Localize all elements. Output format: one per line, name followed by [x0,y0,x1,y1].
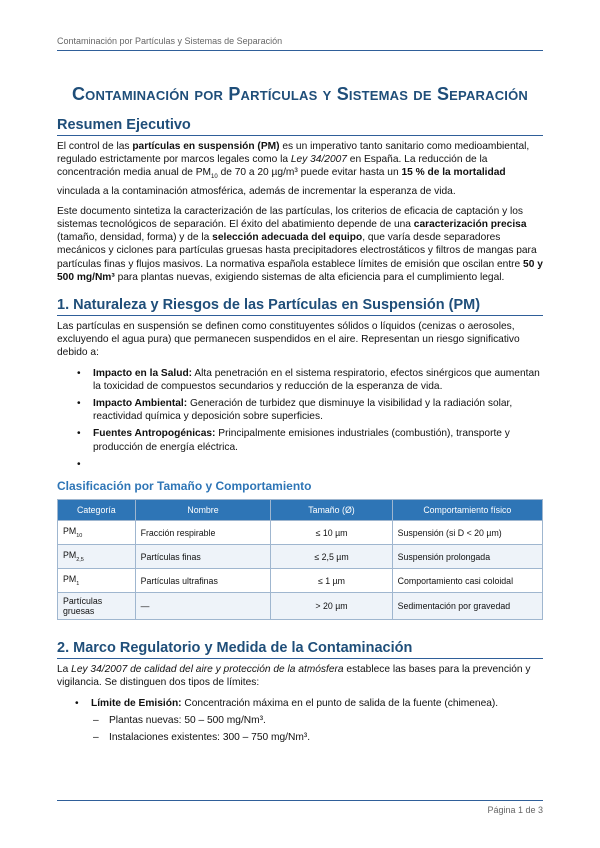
section-2-intro: La Ley 34/2007 de calidad del aire y protección de la atmósfera establece las bases para la prevención y vigilancia. Se distinguen dos tipos de límites: [57,664,531,689]
bullet-icon: • [75,697,79,709]
list-item: • Impacto Ambiental: Generación de turbidez que disminuye la visibilidad y la radiación solar, reactividad química y deposición sobre superficies. [77,398,513,423]
list-item-empty [57,458,543,471]
dash-icon: – [93,731,99,743]
resumen-paragraph-2: Este documento sintetiza la caracterización de las partículas, los criterios de eficacia de captación y los sistemas tecnológicos de separación. El éxito del abatimiento depende de una caracterización precisa (tamaño, densidad, forma) y de la selección adecuada del equipo, que varía desde separadores mecánicos y ciclones para partículas gruesas hasta precipitadores electrostáticos y filtros de mangas para partículas finas y flujos masivos. La normativa española establece límites de emisión que oscilan entre 50 y 500 mg/Nm³ para plantas nuevas, exigiendo sistemas de alta eficiencia para el cumplimiento legal. [57,205,543,283]
table-cell: $PM_1$ [58,569,136,593]
bullet-icon: • [77,398,81,410]
dash-icon: – [93,714,99,726]
table-header-row [58,500,543,521]
section-heading-2: 2. Marco Regulatorio y Medida de la Contaminación [57,640,543,659]
table-cell: Comportamiento casi coloidal [392,569,542,593]
running-header: Contaminación por Partículas y Sistemas de Separación [57,36,283,46]
table-row [58,569,543,593]
section-heading-resumen: Resumen Ejecutivo [57,117,543,136]
bullet-icon: • [77,458,81,470]
risk-list [57,367,543,471]
table-cell: Partículas ultrafinas [135,569,271,593]
table-cell: — [135,593,271,620]
emission-sublist [57,714,543,744]
page-content [57,84,543,748]
column-header: Nombre [135,500,271,521]
footer-rule [57,800,543,801]
list-item: • Límite de Emisión: Concentración máxima en el punto de salida de la fuente (chimenea). [75,697,499,709]
list-item: – Plantas nuevas: 50 – 500 mg/Nm³. [93,714,266,726]
limits-list [57,697,543,710]
table-row [58,593,543,620]
column-header: Tamaño (Ø) [271,500,392,521]
table-cell: ≤ 1 µm [271,569,392,593]
header-rule [57,50,543,51]
list-item: • Fuentes Antropogénicas: Principalmente emisiones industriales (combustión), transporte y producción de energía eléctrica. [77,428,510,453]
table-cell: ≤ 10 µm [271,521,392,545]
table-heading: Clasificación por Tamaño y Comportamiento [57,479,312,494]
section-heading-1: 1. Naturaleza y Riesgos de las Partículas en Suspensión (PM) [57,297,543,316]
list-item: • Impacto en la Salud: Alta penetración en el sistema respiratorio, efectos sinérgicos que aumentan la toxicidad de compuestos secundarios y reducción de la esperanza de vida. [77,367,540,392]
table-row [58,545,543,569]
document-title: Contaminación por Partículas y Sistemas de Separación [71,84,529,104]
table-cell: > 20 µm [271,593,392,620]
bullet-icon: • [77,367,81,379]
table-cell: Partículas gruesas [58,593,136,620]
table-row [58,521,543,545]
table-cell: Suspensión (si D < 20 µm) [392,521,542,545]
column-header: Categoría [58,500,136,521]
column-header: Comportamiento físico [392,500,542,521]
list-item: – Instalaciones existentes: 300 – 750 mg/Nm³. [93,731,311,743]
table-cell: $PM_{2,5}$ [58,545,136,569]
classification-table [57,499,543,620]
table-cell: Fracción respirable [135,521,271,545]
table-cell: Suspensión prolongada [392,545,542,569]
section-1-intro: Las partículas en suspensión se definen como constituyentes sólidos o líquidos (cenizas o aerosoles, excluyendo el agua pura) que permanecen suspendidos en el aire. Representan un riesgo significativo debido a: [57,321,520,359]
table-cell: $PM_{10}$ [58,521,136,545]
table-cell: Partículas finas [135,545,271,569]
bullet-icon: • [77,428,81,440]
table-cell: ≤ 2,5 µm [271,545,392,569]
resumen-paragraph-1: El control de las partículas en suspensión (PM) es un imperativo tanto sanitario como medioambiental, regulado estrictamente por marcos legales como la Ley 34/2007 en España. La reducción de la concentración media anual de $PM_{10}$ de 70 a 20 µg/m³ puede evitar hasta un 15 % de la mortalidad vinculada a la contaminación atmosférica, además de incrementar la esperanza de vida. [57,141,530,197]
page-number: Página 1 de 3 [487,805,543,815]
table-cell: Sedimentación por gravedad [392,593,542,620]
